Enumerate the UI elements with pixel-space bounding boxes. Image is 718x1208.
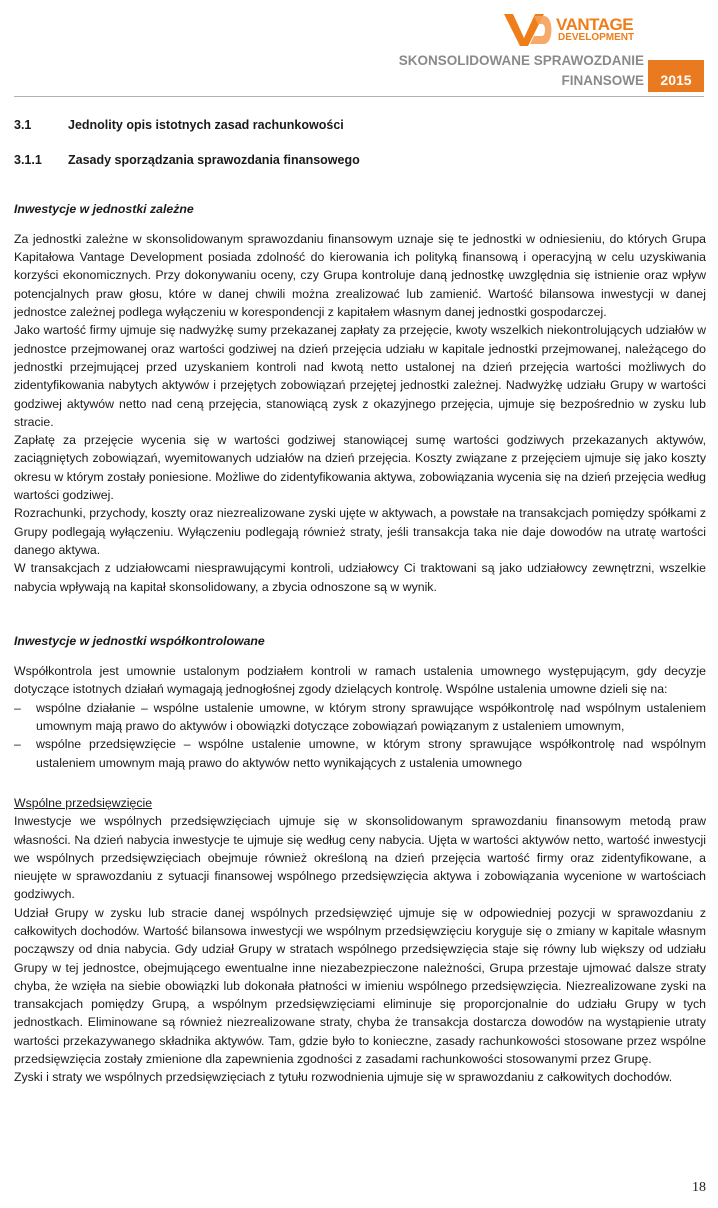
- subheading-joint-venture: Wspólne przedsięwzięcie: [14, 795, 153, 810]
- subheading-subsidiaries: Inwestycje w jednostki zależne: [14, 201, 194, 216]
- paragraph: Za jednostki zależne w skonsolidowanym sprawozdaniu finansowym uznaje się te jednostki w odniesieniu, do których Grupa Kapitałowa Vantage Development posiada zdolność do kierowania ich polityką finansową i operacyjną w celu uzyskiwania korzyści ekonomicznych. Przy dokonywaniu oceny, czy Grupa kontroluje daną jednostkę uwzględnia się istnienie oraz wpływ potencjalnych praw głosu, które w danej chwili można zrealizować lub zamienić. Wartość bilansowa inwestycji w danej jednostce zależnej podlega wyłączeniu w korespondencji z kapitałem własnym danej jednostki gospodarczej.: [14, 231, 706, 320]
- logo-text-development: DEVELOPMENT: [558, 32, 635, 43]
- section-number: 3.1.1: [14, 153, 42, 168]
- paragraph: Udział Grupy w zysku lub stracie danej wspólnych przedsięwzięć ujmuje się w odpowiedniej pozycji w sprawozdaniu z całkowitych dochodów. Wartość bilansowa inwestycji we wspólnym przedsięwzięciu koryguje się o zmiany w kapitale własnym począwszy od dnia nabycia. Gdy udział Grupy w stratach wspólnego przedsięwzięcia staje się równy lub większy od udziału Grupy w tej jednostce, obejmującego ewentualne inne niezabezpieczone należności, Grupa przestaje ujmować dalsze straty chyba, że wzięła na siebie obowiązki lub dokonała płatności w imieniu wspólnego przedsięwzięcia. Niezrealizowane zyski na transakcjach pomiędzy Grupą, a wspólnym przedsięwzięciami eliminuje się proporcjonalnie do udziału Grupy w tych jednostkach. Eliminowane są również niezrealizowane straty, chyba że transakcja dostarcza dowodów na wystąpienie utraty wartości przekazywanego składnika aktywów. Tam, gdzie było to konieczne, zasady rachunkowości stosowane przez wspólne przedsięwzięcia zostały zmienione dla zapewnienia zgodności z zasadami rachunkowości stosowanymi przez Grupę.: [14, 905, 706, 1067]
- header-divider: [14, 96, 704, 97]
- document-body: [14, 116, 706, 1087]
- paragraph: Inwestycje we wspólnych przedsięwzięciach ujmuje się w skonsolidowanym sprawozdaniu finansowym metodą praw własności. Na dzień nabycia inwestycje te ujmuje się według ceny nabycia. Ujęta w wartości aktywów netto, wartość inwestycji we wspólnych przedsięwzięciach obejmuje również określoną na dzień przejęcia wartość firmy oraz zidentyfikowane, a nieujęte w sprawozdaniu z sytuacji finansowej wspólnego przedsięwzięcia aktywa i zobowiązania wycenione w wartościach godziwych.: [14, 814, 706, 902]
- report-title-line-2: FINANSOWE: [561, 73, 644, 88]
- report-year-badge: 2015: [648, 60, 704, 92]
- list-item: [14, 735, 706, 772]
- report-title: [399, 51, 644, 91]
- section-title: Zasady sporządzania sprawozdania finansowego: [68, 153, 360, 168]
- paragraph: W transakcjach z udziałowcami niesprawującymi kontroli, udziałowcy Ci traktowani są jako udziałowcy zewnętrzni, wszelkie nabycia wpływają na kapitał skonsolidowany, a zbycia odnoszone są w wynik.: [14, 561, 706, 594]
- paragraph: Zapłatę za przejęcie wycenia się w wartości godziwej stanowiącej sumę wartości godziwych przekazanych aktywów, zaciągniętych zobowiązań, wyemitowanych udziałów na dzień przejęcia. Koszty związane z przejęciem ujmuje się jako koszty okresu w którym zostały poniesione. Możliwe do zidentyfikowania aktywa, zobowiązania wycenia się na dzień przejęcia według wartości godziwej.: [14, 433, 706, 503]
- bullet-dash: –: [14, 737, 21, 752]
- page-number: 18: [692, 1180, 706, 1195]
- section-title: Jednolity opis istotnych zasad rachunkowości: [68, 118, 344, 132]
- bullet-list: [14, 699, 706, 772]
- list-item-text: wspólne działanie – wspólne ustalenie umowne, w którym strony sprawujące współkontrolę nad wspólnym ustaleniem umownym mają prawo do aktywów i obowiązki dotyczące zobowiązań powiązanym z ustaleniem umownym,: [36, 700, 706, 734]
- paragraph: Jako wartość firmy ujmuje się nadwyżkę sumy przekazanej zapłaty za przejęcie, kwoty wszelkich niekontrolujących udziałów w jednostce przejmowanej oraz wartości godziwej na dzień przejęcia udziału w kapitale jednostki przejmowanej, należącego do jednostki przejmującej przed uzyskaniem kontroli nad kwotą netto ustalonej na dzień przejęcia wartości możliwych do zidentyfikowania nabytych aktywów i przejętych zobowiązań przejętej jednostki zależnej. Nadwyżkę udziału Grupy w wartości godziwej aktywów netto nad ceną przejęcia, stanowiącą zysk z okazyjnego przejęcia, ujmuje się bezpośrednio w zysku lub stracie.: [14, 323, 706, 429]
- list-item-text: wspólne przedsięwzięcie – wspólne ustalenie umowne, w którym strony sprawujące współkontrolę nad wspólnym ustaleniem umownym mają prawo do aktywów netto wynikających z ustalenia umownego: [36, 737, 706, 770]
- page-header: [398, 10, 704, 90]
- paragraph: Rozrachunki, przychody, koszty oraz niezrealizowane zyski ujęte w aktywach, a powstałe na transakcjach pomiędzy spółkami z Grupy podlegają wyłączeniu. Wyłączeniu podlegają również straty, jeśli transakcja taka nie daje dowodów na utratę wartości danego aktywa.: [14, 506, 706, 557]
- section-heading-3-1: [14, 116, 706, 134]
- paragraph: Współkontrola jest umownie ustalonym podziałem kontroli w ramach ustalenia umownego występującym, gdy decyzje dotyczące istotnych działań wymagają jednogłośnej zgody dzielących kontrolę. Wspólne ustalenia umowne dzieli się na:: [14, 664, 706, 697]
- company-logo: [504, 12, 674, 52]
- subheading-joint-control: Inwestycje w jednostki współkontrolowane: [14, 633, 265, 648]
- paragraph: Zyski i straty we wspólnych przedsięwzięciach z tytułu rozwodnienia ujmuje się w sprawozdaniu z całkowitych dochodów.: [14, 1070, 673, 1085]
- vantage-logo-icon: [504, 12, 554, 48]
- section-heading-3-1-1: [14, 151, 706, 169]
- report-title-line-1: SKONSOLIDOWANE SPRAWOZDANIE: [398, 53, 644, 68]
- bullet-dash: –: [14, 700, 21, 715]
- list-item: [14, 699, 706, 736]
- section-number: 3.1: [14, 118, 32, 132]
- logo-text-vantage: VANTAGE: [556, 15, 634, 34]
